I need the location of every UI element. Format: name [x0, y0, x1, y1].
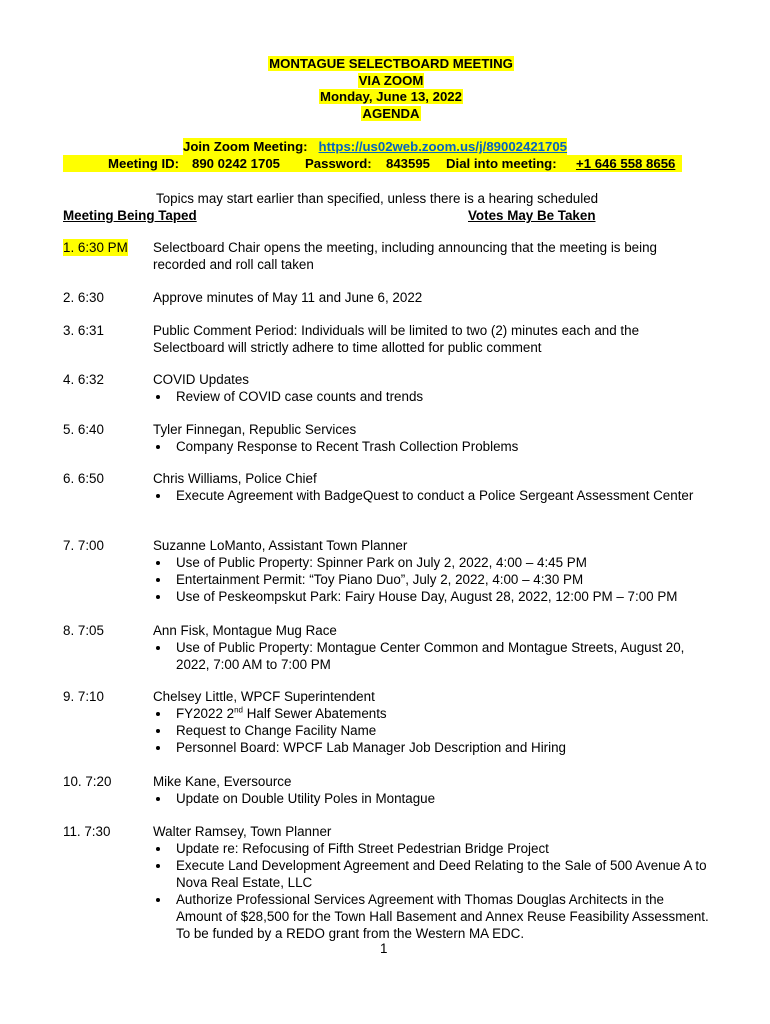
agenda-item-number: 3. 6:31	[63, 323, 104, 338]
agenda-item-body	[153, 622, 713, 673]
agenda-item-text: Mike Kane, Eversource	[153, 774, 292, 789]
agenda-item-number: 2. 6:30	[63, 290, 104, 305]
agenda-bullet: Update on Double Utility Poles in Montague	[153, 790, 713, 807]
agenda-item-text: Chris Williams, Police Chief	[153, 471, 317, 486]
agenda-item-text: Suzanne LoManto, Assistant Town Planner	[153, 538, 408, 553]
dial-in-number[interactable]: +1 646 558 8656	[576, 156, 676, 171]
agenda-bullet: FY2022 2nd Half Sewer Abatements	[153, 705, 713, 722]
agenda-bullet: Request to Change Facility Name	[153, 722, 713, 739]
schedule-note: Topics may start earlier than specified, unless there is a hearing scheduled	[156, 191, 599, 206]
zoom-join-link[interactable]: https://us02web.zoom.us/j/89002421705	[318, 139, 568, 154]
agenda-item-body	[153, 421, 713, 455]
agenda-bullet: Use of Public Property: Montague Center Common and Montague Streets, August 20, 2022, 7:00 AM to 7:00 PM	[153, 639, 713, 673]
agenda-item-bullets	[153, 639, 713, 673]
agenda-title	[0, 56, 770, 122]
agenda-item-body	[153, 322, 713, 356]
agenda-item-body	[153, 239, 713, 273]
agenda-item-text: Approve minutes of May 11 and June 6, 2022	[153, 290, 423, 305]
page-number: 1	[380, 941, 388, 956]
meeting-id-label: Meeting ID:	[108, 156, 180, 171]
agenda-item-body	[153, 773, 713, 807]
agenda-item-bullets	[153, 487, 713, 504]
agenda-bullet: Company Response to Recent Trash Collection Problems	[153, 438, 713, 455]
agenda-item-text: Tyler Finnegan, Republic Services	[153, 422, 357, 437]
agenda-item-bullets	[153, 705, 713, 756]
agenda-bullet: Use of Public Property: Spinner Park on July 2, 2022, 4:00 – 4:45 PM	[153, 554, 713, 571]
agenda-item-bullets	[153, 554, 713, 605]
agenda-item-number: 4. 6:32	[63, 372, 104, 387]
agenda-bullet: Use of Peskeompskut Park: Fairy House Day, August 28, 2022, 12:00 PM – 7:00 PM	[153, 588, 713, 605]
agenda-item-body	[153, 823, 713, 942]
meeting-taped-header: Meeting Being Taped	[63, 208, 197, 223]
title-line-2: VIA ZOOM	[358, 72, 424, 88]
agenda-item-number: 10. 7:20	[63, 774, 112, 789]
agenda-bullet: Update re: Refocusing of Fifth Street Pedestrian Bridge Project	[153, 840, 713, 857]
agenda-item-bullets	[153, 790, 713, 807]
agenda-item-number: 5. 6:40	[63, 422, 104, 437]
agenda-item-text: Walter Ramsey, Town Planner	[153, 824, 332, 839]
agenda-bullet: Execute Land Development Agreement and Deed Relating to the Sale of 500 Avenue A to Nova Real Estate, LLC	[153, 857, 713, 891]
agenda-item-body	[153, 371, 713, 405]
title-line-1: MONTAGUE SELECTBOARD MEETING	[269, 56, 513, 71]
agenda-bullet: Review of COVID case counts and trends	[153, 388, 713, 405]
zoom-join-label: Join Zoom Meeting:	[183, 139, 308, 154]
agenda-item-number: 9. 7:10	[63, 689, 104, 704]
agenda-item-text: COVID Updates	[153, 372, 250, 387]
agenda-item-text: Selectboard Chair opens the meeting, including announcing that the meeting is being recorded and roll call taken	[153, 240, 657, 272]
agenda-item-body	[153, 688, 713, 756]
password-value: 843595	[386, 156, 431, 171]
dial-in-label: Dial into meeting:	[446, 156, 557, 171]
zoom-details-line	[63, 155, 682, 172]
agenda-item-number: 1. 6:30 PM	[63, 240, 128, 255]
password-label: Password:	[305, 156, 372, 171]
agenda-item-number: 7. 7:00	[63, 538, 104, 553]
agenda-bullet: Personnel Board: WPCF Lab Manager Job Description and Hiring	[153, 739, 713, 756]
agenda-bullet: Execute Agreement with BadgeQuest to conduct a Police Sergeant Assessment Center	[153, 487, 713, 504]
agenda-bullet: Entertainment Permit: “Toy Piano Duo”, July 2, 2022, 4:00 – 4:30 PM	[153, 571, 713, 588]
agenda-item-number: 6. 6:50	[63, 471, 104, 486]
agenda-item-number: 11. 7:30	[63, 824, 111, 839]
agenda-item-body	[153, 470, 713, 504]
title-line-4: AGENDA	[362, 105, 420, 121]
agenda-item-body	[153, 289, 713, 306]
agenda-item-text: Public Comment Period: Individuals will be limited to two (2) minutes each and the Selectboard will strictly adhere to time allotted for public comment	[153, 323, 640, 355]
title-line-3: Monday, June 13, 2022	[320, 89, 462, 104]
agenda-item-bullets	[153, 438, 713, 455]
votes-taken-header: Votes May Be Taken	[468, 208, 596, 223]
agenda-bullet: Authorize Professional Services Agreement with Thomas Douglas Architects in the Amount of $28,500 for the Town Hall Basement and Annex Reuse Feasibility Assessment. To be funded by a REDO grant from the Western MA EDC.	[153, 891, 713, 942]
agenda-item-bullets	[153, 388, 713, 405]
agenda-item-text: Chelsey Little, WPCF Superintendent	[153, 689, 375, 704]
agenda-item-body	[153, 537, 713, 605]
agenda-item-text: Ann Fisk, Montague Mug Race	[153, 623, 337, 638]
meeting-id-value: 890 0242 1705	[192, 156, 281, 171]
agenda-item-bullets	[153, 840, 713, 942]
agenda-item-number: 8. 7:05	[63, 623, 104, 638]
zoom-join-line	[183, 138, 567, 155]
